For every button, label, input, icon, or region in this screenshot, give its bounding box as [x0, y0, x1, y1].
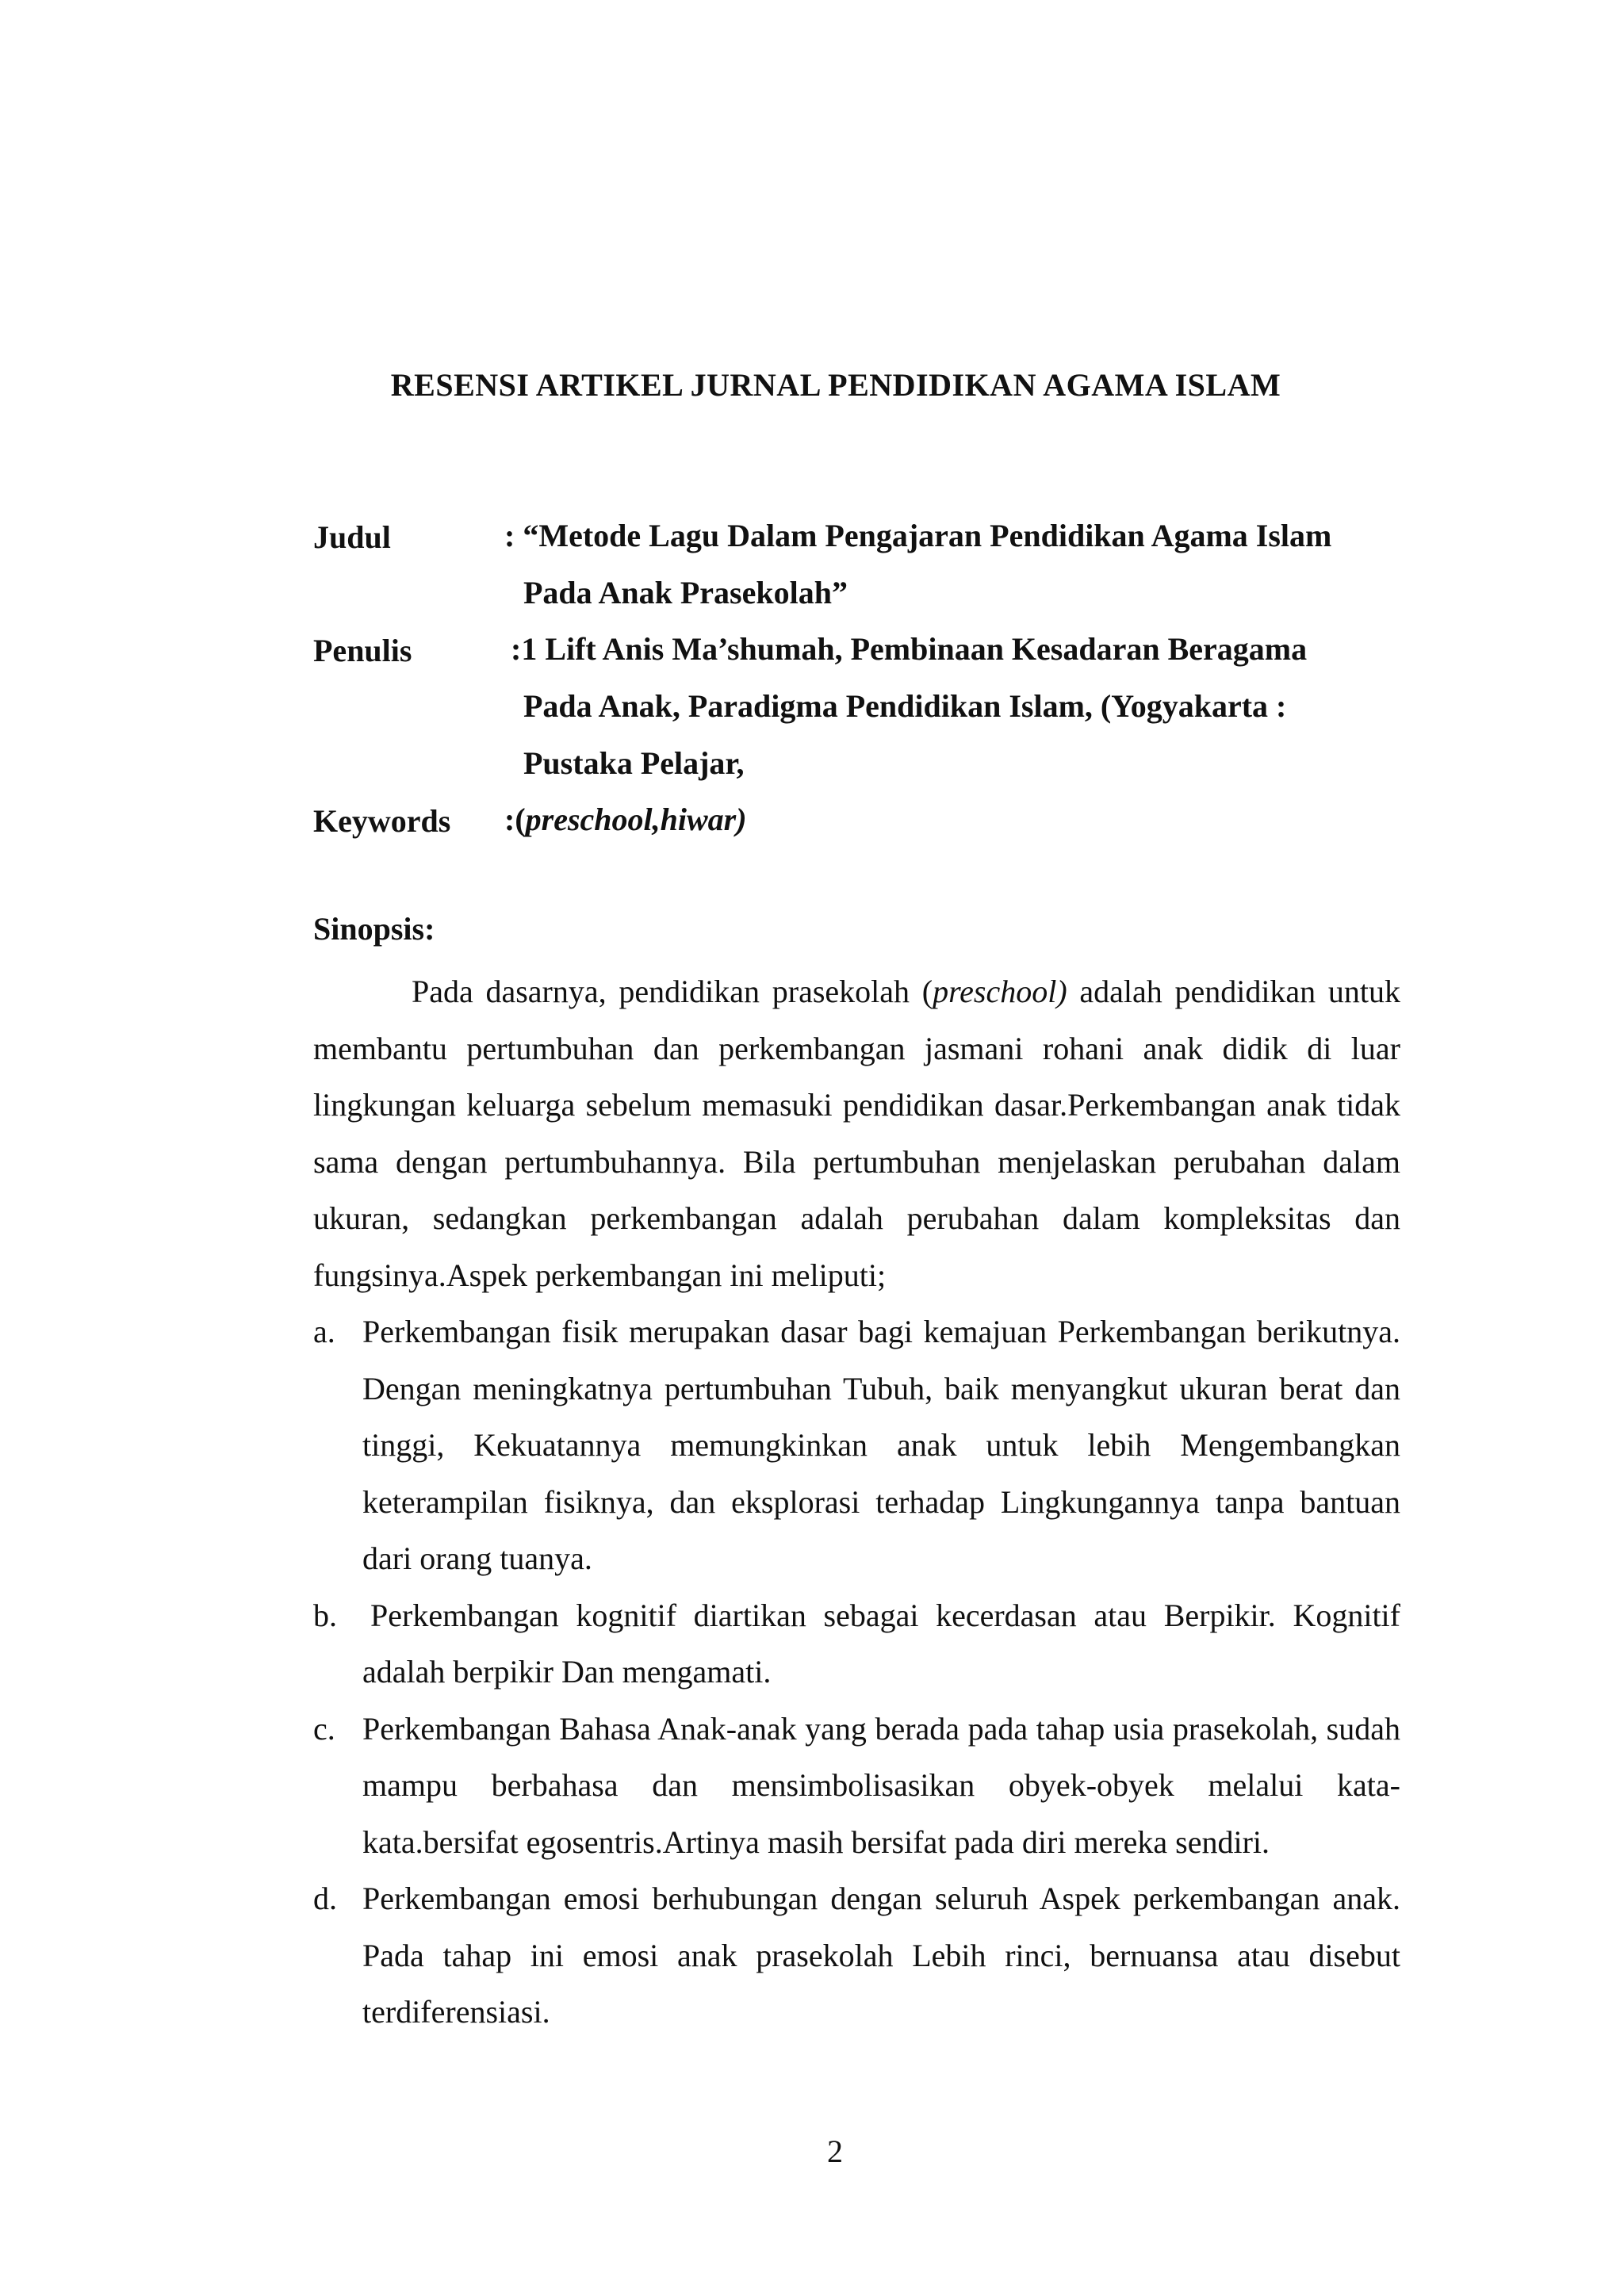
- judul-line-1: : “Metode Lagu Dalam Pengajaran Pendidikan Agama Islam: [504, 518, 1332, 553]
- keywords-label: Keywords: [313, 803, 451, 839]
- synopsis-text-2: adalah pendidikan untuk membantu pertumbuhan dan perkembangan jasmani rohani anak didik di luar lingkungan keluarga sebelum memasuki pendidikan dasar.Perkembangan anak tidak sama dengan pertumbuhannya. Bila pertumbuhan menjelaskan perubahan dalam ukuran, sedangkan perkembangan adalah perubahan dalam kompleksitas dan fungsinya.Aspek perkembangan ini meliputi;: [313, 974, 1401, 1293]
- list-item: [313, 1303, 1400, 1587]
- judul-value: [504, 507, 1385, 622]
- list-item: [313, 1870, 1400, 2041]
- keywords-prefix: :(: [504, 802, 526, 837]
- synopsis-text-1: Pada dasarnya, pendidikan prasekolah (: [412, 974, 933, 1009]
- development-aspects-list: [313, 1303, 1400, 2041]
- list-item-text: Perkembangan Bahasa Anak-anak yang berada pada tahap usia prasekolah, sudah mampu berbahasa dan mensimbolisasikan obyek-obyek melalui kata-kata.bersifat egosentris.Artinya masih bersifat pada diri mereka sendiri.: [362, 1710, 1400, 1860]
- list-marker: a.: [313, 1314, 335, 1349]
- list-item: [313, 1701, 1400, 1871]
- judul-label: Judul: [313, 519, 391, 555]
- keywords-text: preschool,hiwar): [525, 802, 747, 837]
- judul-line-2: Pada Anak Prasekolah”: [523, 575, 848, 610]
- list-item-text: Perkembangan emosi berhubungan dengan seluruh Aspek perkembangan anak. Pada tahap ini emosi anak prasekolah Lebih rinci, bernuansa atau disebut terdiferensiasi.: [362, 1881, 1400, 2030]
- synopsis-paragraph: [313, 963, 1400, 1303]
- list-marker: b.: [313, 1597, 337, 1633]
- list-marker: d.: [313, 1881, 337, 1916]
- keywords-value: [504, 791, 1385, 848]
- penulis-label: Penulis: [313, 633, 412, 668]
- penulis-line-3: Pustaka Pelajar,: [523, 745, 745, 781]
- list-item-text: Perkembangan kognitif diartikan sebagai kecerdasan atau Berpikir. Kognitif adalah berpikir Dan mengamati.: [362, 1597, 1400, 1689]
- synopsis-heading: Sinopsis:: [313, 911, 435, 947]
- page-number: 2: [827, 2133, 843, 2169]
- document-title: RESENSI ARTIKEL JURNAL PENDIDIKAN AGAMA ISLAM: [390, 367, 1281, 403]
- penulis-value: [511, 621, 1391, 792]
- synopsis-italic-term: preschool): [933, 974, 1067, 1009]
- list-marker: c.: [313, 1710, 335, 1747]
- list-item: [313, 1587, 1400, 1701]
- penulis-line-2: Pada Anak, Paradigma Pendidikan Islam, (Yogyakarta :: [523, 688, 1287, 724]
- list-item-text: Perkembangan fisik merupakan dasar bagi kemajuan Perkembangan berikutnya. Dengan meningkatnya pertumbuhan Tubuh, baik menyangkut ukuran berat dan tinggi, Kekuatannya memungkinkan anak untuk lebih Mengembangkan keterampilan fisiknya, dan eksplorasi terhadap Lingkungannya tanpa bantuan dari orang tuanya.: [362, 1314, 1400, 1576]
- penulis-line-1: :1 Lift Anis Ma’shumah, Pembinaan Kesadaran Beragama: [511, 631, 1308, 667]
